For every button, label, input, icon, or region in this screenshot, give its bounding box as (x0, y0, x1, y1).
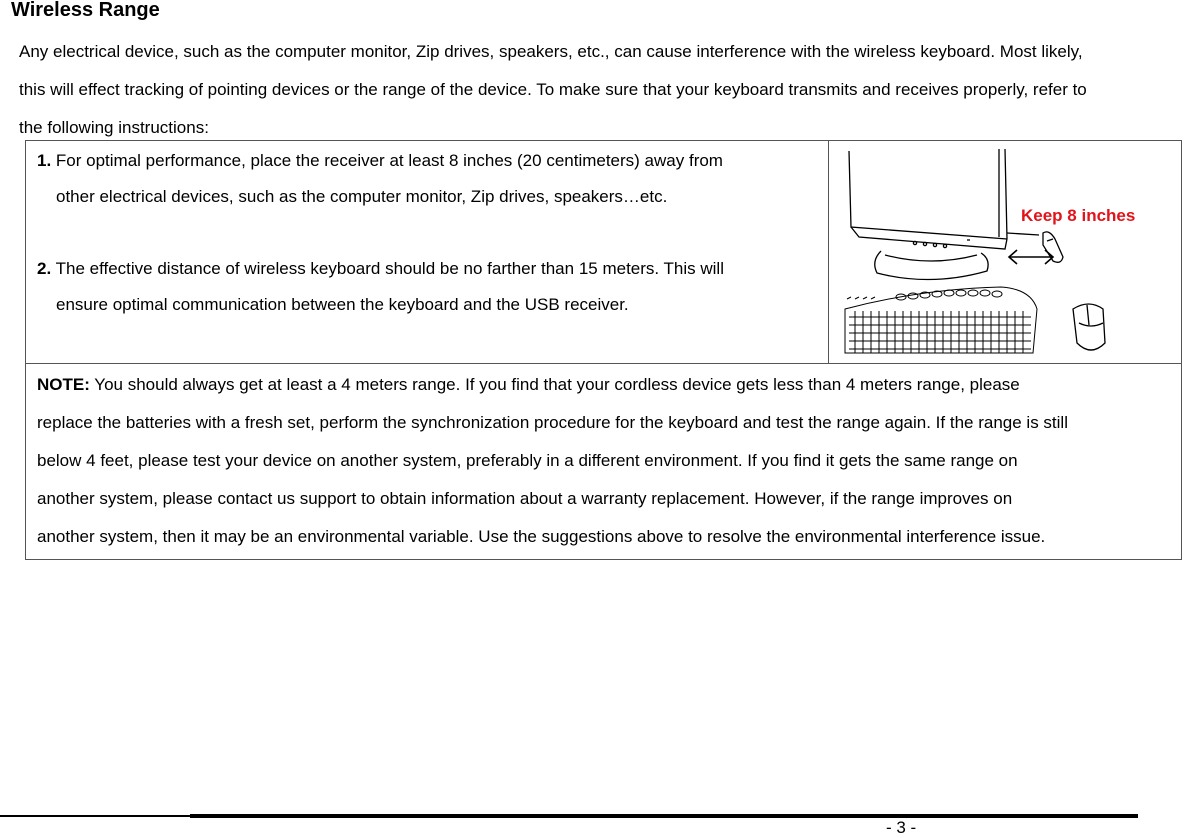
note-label: NOTE: (37, 375, 90, 394)
note-line: another system, then it may be an environmental variable. Use the suggestions above to resolve the environmental interference issue. (37, 527, 1046, 546)
note-line: You should always get at least a 4 meters range. If you find that your cordless device gets less than 4 meters range, please (89, 375, 1020, 394)
section-title: Wireless Range (11, 0, 160, 21)
instructions-table (25, 140, 1182, 560)
illustration-cell (829, 141, 1182, 364)
intro-line: the following instructions: (19, 118, 209, 137)
instruction-number: 2. (37, 259, 52, 278)
footer-rule (190, 814, 1138, 818)
double-arrow-icon (1009, 250, 1053, 264)
instruction-text: The effective distance of wireless keyboard should be no farther than 15 meters. This will (51, 259, 724, 278)
note-cell (26, 364, 1182, 560)
note-line: replace the batteries with a fresh set, perform the synchronization procedure for the keyboard and test the range again. If the range is still (37, 413, 1068, 432)
instruction-text: For optimal performance, place the receiver at least 8 inches (20 centimeters) away from (51, 151, 723, 170)
page-number: - 3 - (886, 818, 917, 837)
instruction-1 (37, 143, 828, 215)
note-line: below 4 feet, please test your device on another system, preferably in a different environment. If you find it gets the same range on (37, 451, 1018, 470)
footer-rule (0, 815, 190, 817)
keyboard-monitor-illustration (841, 149, 1171, 359)
note-line: another system, please contact us support to obtain information about a warranty replacement. However, if the range improves on (37, 489, 1013, 508)
instruction-number: 1. (37, 151, 52, 170)
instruction-text-cont: ensure optimal communication between the keyboard and the USB receiver. (56, 295, 629, 314)
instruction-text-cont: other electrical devices, such as the computer monitor, Zip drives, speakers…etc. (56, 187, 668, 206)
monitor-icon (849, 149, 1007, 280)
mouse-icon (1073, 304, 1105, 350)
keep-distance-label: Keep 8 inches (1021, 206, 1136, 225)
keyboard-icon (845, 287, 1037, 353)
instructions-cell (26, 141, 829, 364)
intro-paragraph (19, 33, 1196, 147)
intro-line: Any electrical device, such as the computer monitor, Zip drives, speakers, etc., can cause interference with the wireless keyboard. Most likely, (19, 42, 1083, 61)
instruction-2 (37, 251, 828, 323)
intro-line: this will effect tracking of pointing devices or the range of the device. To make sure that your keyboard transmits and receives properly, refer to (19, 80, 1087, 99)
